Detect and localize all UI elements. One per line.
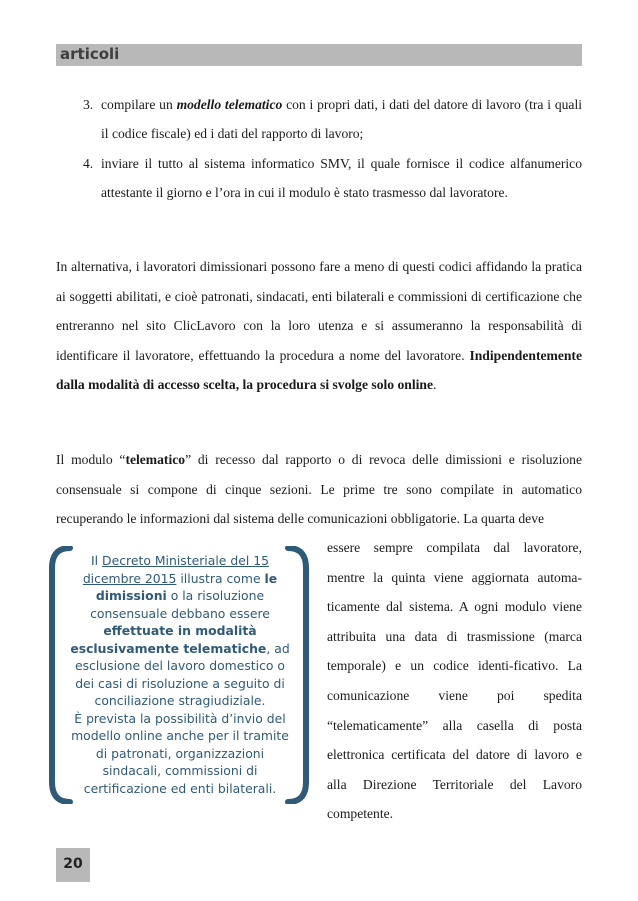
- text-run: ” di recesso dal rapporto o di revoca delle dimissioni e risoluzione consensuale si compone di cinque sezioni. Le prime tre sono compilate in automatico recuperando le informazioni dal sistema delle comunicazioni obbligatorie. La quarta deve: [56, 452, 582, 526]
- page-number: 20: [63, 856, 83, 872]
- page-number-box: [56, 848, 90, 882]
- list-item-text: inviare il tutto al sistema informatico SMV, il quale fornisce il codice alfanumerico attestante il giorno e l’ora in cui il modulo è stato trasmesso dal lavoratore.: [101, 156, 582, 200]
- text-run: compilare un: [101, 97, 177, 112]
- bold-text: Indipendentemente dalla modalità di accesso scelta, la procedura si svolge solo online: [56, 347, 582, 392]
- list-item-number: 4.: [83, 156, 94, 171]
- section-header-bar: [56, 44, 582, 66]
- text-run: Il modulo “: [56, 452, 126, 467]
- list-item: [56, 149, 582, 207]
- bold-text: le dimissioni: [95, 570, 278, 603]
- list-item-number: 3.: [83, 97, 94, 112]
- text-run: illustra come: [176, 570, 265, 586]
- section-title: articoli: [60, 45, 120, 63]
- decree-link[interactable]: Decreto Ministeriale del 15 dicembre 2015: [82, 553, 269, 586]
- bold-text: effettuate in modalità esclusivamente telematiche: [70, 623, 267, 656]
- text-run: Il: [91, 553, 103, 568]
- callout-text: [66, 552, 294, 797]
- bold-text: telematico: [125, 452, 186, 467]
- paragraph-modulo: [56, 445, 582, 534]
- text-run: con i propri dati, i dati del datore di lavoro (tra i quali il codice fiscale) ed i dati del rapporto di lavoro;: [101, 97, 582, 141]
- text-run: .: [432, 377, 437, 392]
- text-run: È prevista la possibilità d’invio del modello online anche per il tramite di patronati, organizzazioni sindacali, commissioni di certificazione ed enti bilaterali.: [71, 710, 289, 796]
- callout-box: [48, 546, 310, 804]
- list-item: [56, 90, 582, 148]
- list-item-text: [101, 97, 582, 141]
- emphasis-text: modello telematico: [176, 97, 283, 112]
- numbered-list: [56, 90, 582, 207]
- text-run: In alternativa, i lavoratori dimissionari possono fare a meno di questi codici affidando la pratica ai soggetti abilitati, e cioè patronati, sindacati, enti bilaterali e commissioni di certificazione che entreranno nel sito ClicLavoro con la loro utenza e si assumeranno la responsabilità di identificare il lavoratore, effettuando la procedura a nome del lavoratore.: [56, 259, 582, 363]
- text-run: o la risoluzione consensuale debbano essere: [90, 588, 270, 621]
- paragraph-alternative: [56, 252, 582, 400]
- paragraph-modulo-continued: essere sempre compilata dal lavoratore, mentre la quinta viene aggiornata automa-ticamente dal sistema. A ogni modulo viene attribuita una data di trasmissione (marca temporale) e un codice identi-ficativo. La comunicazione viene poi spedita “telematicamente” alla casella di posta elettronica certificata del datore di lavoro e alla Direzione Territoriale del Lavoro competente.: [327, 540, 582, 822]
- text-run: , ad esclusione del lavoro domestico o dei casi di risoluzione a seguito di conciliazione stragiudiziale.: [74, 640, 290, 708]
